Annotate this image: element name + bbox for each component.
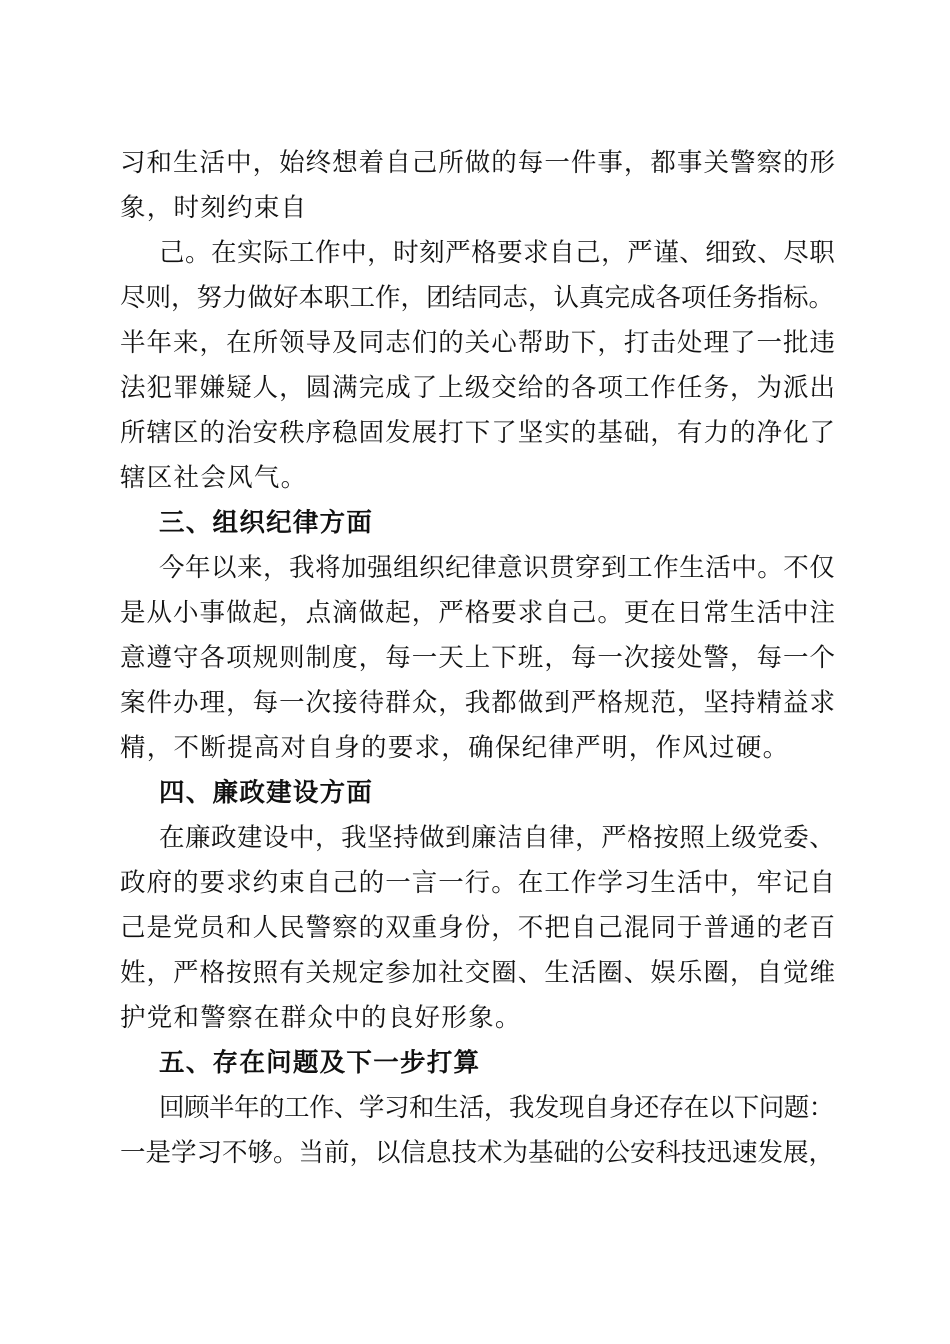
text-line: 所辖区的治安秩序稳固发展打下了坚实的基础，有力的净化了 (120, 418, 837, 448)
text-line: 精，不断提高对自身的要求，确保纪律严明，作风过硬。 (120, 733, 790, 763)
text-line: 一是学习不够。当前，以信息技术为基础的公安科技迅速发展， (120, 1138, 835, 1168)
section-heading: 三、组织纪律方面 (159, 508, 374, 538)
text-line: 意遵守各项规则制度，每一天上下班，每一次接处警，每一个 (120, 643, 837, 673)
text-line: 象，时刻约束自 (120, 193, 308, 223)
text-line: 习和生活中，始终想着自己所做的每一件事，都事关警察的形 (120, 148, 837, 178)
text-line: 政府的要求约束自己的一言一行。在工作学习生活中，牢记自 (120, 868, 837, 898)
text-line: 回顾半年的工作、学习和生活，我发现自身还存在以下问题： (159, 1093, 834, 1123)
text-line: 己。在实际工作中，时刻严格要求自己，严谨、细致、尽职 (159, 238, 836, 268)
section-heading: 四、廉政建设方面 (159, 778, 374, 808)
text-line: 法犯罪嫌疑人，圆满完成了上级交给的各项工作任务，为派出 (120, 373, 837, 403)
text-line: 案件办理，每一次接待群众，我都做到严格规范，坚持精益求 (120, 688, 837, 718)
text-line: 是从小事做起，点滴做起，严格要求自己。更在日常生活中注 (120, 598, 837, 628)
text-line: 尽则，努力做好本职工作，团结同志，认真完成各项任务指标。 (120, 283, 835, 313)
text-line: 在廉政建设中，我坚持做到廉洁自律，严格按照上级党委、 (159, 823, 836, 853)
text-line: 护党和警察在群众中的良好形象。 (120, 1003, 522, 1033)
text-line: 半年来，在所领导及同志们的关心帮助下，打击处理了一批违 (120, 328, 837, 358)
text-line: 辖区社会风气。 (120, 463, 308, 493)
text-line: 己是党员和人民警察的双重身份，不把自己混同于普通的老百 (120, 913, 837, 943)
text-line: 姓，严格按照有关规定参加社交圈、生活圈、娱乐圈，自觉维 (120, 958, 837, 988)
text-line: 今年以来，我将加强组织纪律意识贯穿到工作生活中。不仅 (159, 553, 836, 583)
section-heading: 五、存在问题及下一步打算 (159, 1048, 481, 1078)
